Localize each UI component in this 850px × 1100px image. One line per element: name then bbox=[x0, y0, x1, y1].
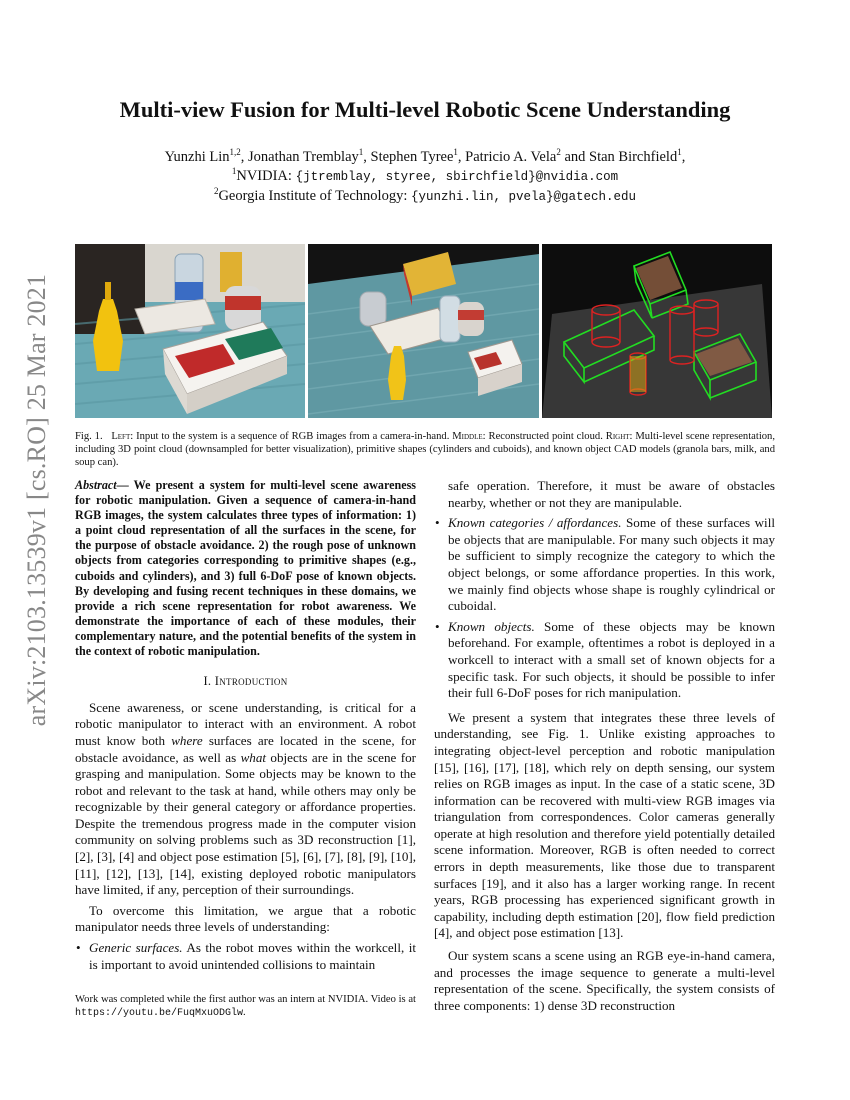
paper-title: Multi-view Fusion for Multi-level Robotic Scene Understanding bbox=[119, 97, 731, 122]
author-affil-sup: 1 bbox=[453, 147, 458, 158]
author-affil-sup: 1 bbox=[358, 147, 364, 158]
levels-list bbox=[75, 940, 416, 973]
affiliation-nvidia: $^1$NVIDIA: {jtremblay, styree, sbirchfield}@nvidia.com bbox=[231, 166, 619, 184]
figure-panel-rgb-input bbox=[75, 244, 305, 418]
footnote: Work was completed while the first author was an intern at NVIDIA. Video is at https://youtu.be/FuqMxuODGlw. bbox=[75, 994, 416, 1019]
author-affil-sup: 1,2 bbox=[229, 147, 241, 158]
author-sep: , bbox=[240, 149, 249, 165]
figure-panel-scene-representation bbox=[542, 244, 772, 418]
author-block bbox=[75, 148, 775, 207]
author-sep: , bbox=[681, 149, 686, 165]
arxiv-stamp-text: arXiv:2103.13539v1 [cs.RO] 25 Mar 2021 bbox=[22, 273, 51, 727]
scene-representation-illustration bbox=[542, 244, 772, 418]
author-names-line bbox=[75, 148, 775, 167]
caption-left-label: Left bbox=[111, 431, 131, 442]
author-affil-sup: 1 bbox=[677, 147, 682, 158]
email-gatech: {yunzhi.lin, pvela}@gatech.edu bbox=[411, 190, 637, 204]
intro-paragraph-3: We present a system that integrates these three levels of understanding, see Fig. 1. Unlike existing approaches to integrating object-level perception and robotic manipulation [15], [16], [17], [18], which rely on depth sensing, our system relies on RGB images as input. In the case of a static scene, 3D information can be recovered with multi-view RGB images via triangulation from correspondences. Color cameras generally operate at high resolution and therefore yield potentially detailed scene information. Moreover, RGB is often needed to correct errors in depth measurements, like those due to transparent surfaces [19], and it also has a larger working range. In recent years, RGB processing has experienced significant growth in capability, including depth estimation [20], flow field prediction [4], and object pose estimation [13]. bbox=[434, 709, 775, 941]
figure-caption: Fig. 1. Left: Input to the system is a sequence of RGB images from a camera-in-hand. Middle: Reconstructed point cloud. Right: Multi-level scene representation, including 3D point cloud (downsampled for better visualization), primitive shapes (cylinders and cuboids), and known object CAD models (granola bars, milk, and soup can). bbox=[75, 431, 776, 468]
abstract-text: — We present a system for multi-level scene awareness for robotic manipulation. Given a sequence of camera-in-hand RGB images, the system calculates three types of information: 1) a point cloud representation of all the surfaces in the scene, for the purpose of obstacle avoidance. 2) the rough pose of unknown objects from categories corresponding to primitive shapes (e.g., cuboids and cylinders), and 3) full 6-DoF pose of known objects. By developing and fusing recent techniques in these domains, we provide a rich scene representation for robot awareness. We demonstrate the importance of each of these modules, their complementary nature, and the potential benefits of the system in the context of robotic manipulation. bbox=[75, 478, 416, 659]
abstract bbox=[75, 478, 416, 659]
section-heading-introduction: I. Introduction bbox=[203, 674, 288, 689]
intro-paragraph-2: To overcome this limitation, we argue that a robotic manipulator needs three levels of understanding: bbox=[75, 902, 416, 935]
abstract-label: Abstract bbox=[75, 478, 117, 492]
author-sep: and bbox=[560, 149, 589, 165]
intro-paragraph-4: Our system scans a scene using an RGB eye-in-hand camera, and processes the image sequence to generate a multi-level representation of the scene. Specifically, the system consists of three components: 1) dense 3D reconstruction bbox=[434, 948, 775, 1013]
point-cloud-illustration bbox=[308, 244, 539, 418]
right-column bbox=[434, 478, 775, 1018]
caption-right-label: Right bbox=[605, 431, 630, 442]
video-link[interactable]: https://youtu.be/FuqMxuODGlw bbox=[75, 1008, 244, 1019]
list-item-generic-surfaces-continued: safe operation. Therefore, it must be aware of obstacles nearby, whether or not they are manipulable. bbox=[448, 478, 775, 510]
levels-list-continued bbox=[434, 515, 775, 702]
rgb-scene-illustration bbox=[75, 244, 305, 418]
figure-1 bbox=[75, 244, 772, 418]
left-column bbox=[75, 478, 416, 979]
author-name: Stan Birchfield bbox=[589, 149, 678, 165]
list-item-generic-surfaces: • Generic surfaces. As the robot moves within the workcell, it is important to avoid unintended collisions to maintain bbox=[75, 940, 416, 973]
list-item-known-categories: • Known categories / affordances. Some of these surfaces will be objects that are manipulable. For many such objects it may be sufficient to simply recognize the category to which the object belongs, or some affordance properties. In this work, we mainly find objects whose shape is roughly cylindrical or cuboidal. bbox=[434, 515, 775, 615]
author-sep: , bbox=[363, 149, 371, 165]
author-name: Patricio A. Vela bbox=[465, 149, 557, 165]
arxiv-stamp bbox=[18, 273, 56, 727]
author-sep: , bbox=[457, 149, 466, 165]
email-nvidia: {jtremblay, styree, sbirchfield}@nvidia.com bbox=[295, 170, 619, 184]
author-name: Stephen Tyree bbox=[370, 149, 454, 165]
author-affil-sup: 2 bbox=[556, 147, 561, 158]
affiliation-gatech: $^2$Georgia Institute of Technology: {yunzhi.lin, pvela}@gatech.edu bbox=[213, 186, 637, 204]
list-item-known-objects: • Known objects. Some of these objects may be known beforehand. For example, oftentimes a robot is deployed in a workcell to interact with a small set of known objects for a specific task. For such objects, it should be possible to infer their full 6-DoF poses for rich manipulation. bbox=[434, 619, 775, 702]
caption-middle-label: Middle bbox=[452, 431, 483, 442]
figure-panel-point-cloud bbox=[308, 244, 539, 418]
intro-paragraph-1: Scene awareness, or scene understanding, is critical for a robotic manipulator to interact with an environment. A robot must know both where surfaces are located in the scene, for obstacle avoidance, as well as what objects are in the scene for grasping and manipulation. Some objects may be known to the robot and relevant to the task at hand, while others may only be recognizable by their general category or affordance properties. Despite the tremendous progress made in the computer vision community on solving problems such as 3D reconstruction [1], [2], [3], [4] and object pose estimation [5], [6], [7], [8], [9], [10], [11], [12], [13], [14], existing deployed robotic manipulators have limited, if any, perception of their surroundings. bbox=[75, 699, 416, 898]
author-name: Yunzhi Lin bbox=[164, 149, 230, 165]
author-name: Jonathan Tremblay bbox=[248, 149, 359, 165]
